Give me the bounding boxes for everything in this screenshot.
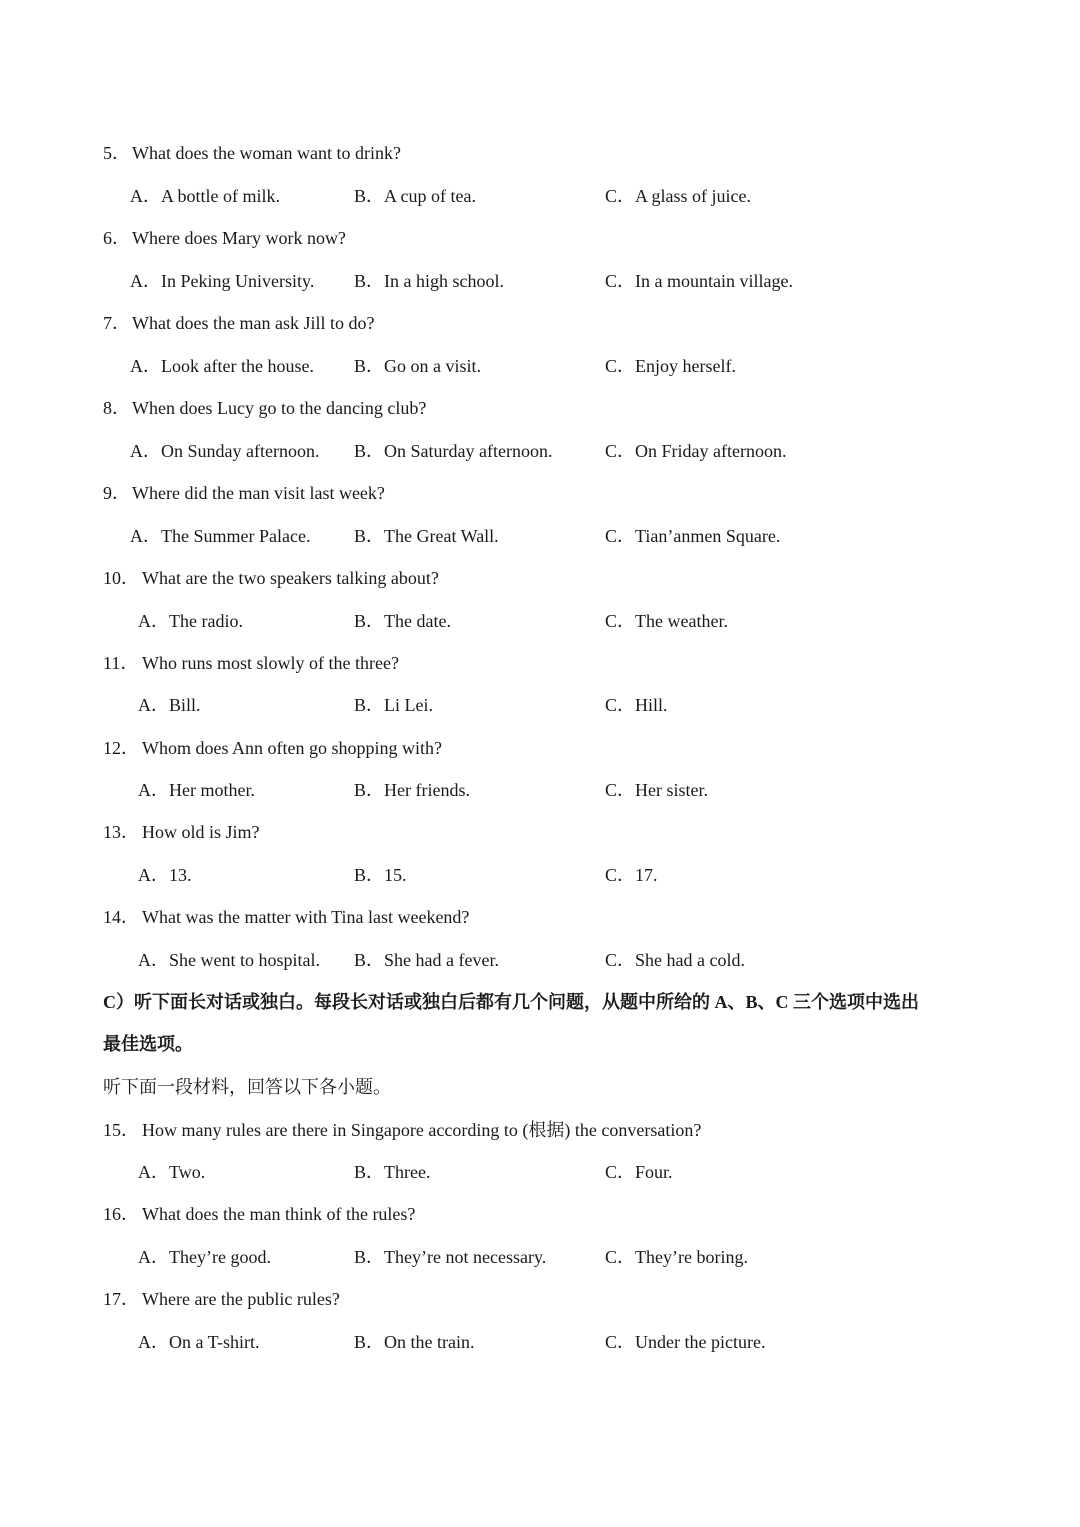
option-text: Hill. [635,695,668,715]
option-letter: C． [605,526,636,546]
option-a [138,1159,205,1185]
option-b [354,438,552,464]
option-b [354,692,433,718]
option-a [138,1244,271,1270]
option-letter: C． [605,271,636,291]
option-text: Two. [169,1162,206,1182]
option-text: Enjoy herself. [635,356,736,376]
option-c [605,1159,673,1185]
option-text: The Summer Palace. [161,526,311,546]
section-c-heading-line2: 最佳选项。 [103,1034,193,1054]
question-text: Where are the public rules? [142,1289,340,1309]
question-text: Who runs most slowly of the three? [142,653,399,673]
options-row [0,353,1080,379]
option-letter: A． [130,356,161,376]
question-row [0,1117,1080,1143]
option-c [605,862,658,888]
question-number: 5． [103,143,130,163]
option-a [138,692,201,718]
option-c [605,692,668,718]
option-b [354,862,407,888]
options-row [0,1244,1080,1270]
option-a [130,268,314,294]
option-letter: A． [138,1332,169,1352]
option-c [605,947,745,973]
options-row [0,1159,1080,1185]
question-row [0,565,1080,591]
option-text: On a T-shirt. [169,1332,260,1352]
option-letter: C． [605,356,636,376]
option-c [605,1329,765,1355]
question-row [0,480,1080,506]
question-number: 9． [103,483,130,503]
option-a [138,862,192,888]
question-number: 11． [103,653,139,673]
option-letter: B． [354,611,385,631]
option-text: Her friends. [384,780,470,800]
section-c-heading-cont [0,1031,1080,1057]
option-letter: A． [130,441,161,461]
option-letter: B． [354,356,385,376]
section-c-heading-line1: C）听下面长对话或独白。每段长对话或独白后都有几个问题，从题中所给的 A、B、C 三个选项中选出 [103,992,919,1012]
question-row [0,735,1080,761]
option-letter: C． [605,950,636,970]
option-a [130,183,280,209]
option-b [354,608,451,634]
option-letter: B． [354,695,385,715]
option-letter: B． [354,1162,385,1182]
option-text: She went to hospital. [169,950,320,970]
options-row [0,438,1080,464]
question-number: 17． [103,1289,139,1309]
option-c [605,1244,748,1270]
option-text: Look after the house. [161,356,314,376]
option-c [605,268,793,294]
question-text: Whom does Ann often go shopping with? [142,738,442,758]
option-text: The weather. [635,611,728,631]
options-row [0,862,1080,888]
option-text: A cup of tea. [384,186,476,206]
option-letter: A． [138,1162,169,1182]
option-a [138,608,243,634]
question-text: What does the man think of the rules? [142,1204,416,1224]
option-c [605,438,786,464]
option-b [354,1244,546,1270]
option-letter: A． [138,865,169,885]
question-number: 10． [103,568,139,588]
question-text: When does Lucy go to the dancing club? [132,398,427,418]
options-row [0,1329,1080,1355]
option-a [130,438,319,464]
option-b [354,183,476,209]
option-b [354,353,481,379]
question-text: Where did the man visit last week? [132,483,385,503]
option-letter: B． [354,1247,385,1267]
option-letter: A． [130,271,161,291]
option-text: The radio. [169,611,243,631]
option-letter: A． [130,526,161,546]
question-number: 7． [103,313,130,333]
option-text: They’re good. [169,1247,271,1267]
option-letter: A． [138,780,169,800]
options-row [0,268,1080,294]
question-row [0,395,1080,421]
option-text: Four. [635,1162,673,1182]
question-text: What does the woman want to drink? [132,143,401,163]
section-c-intro [0,1074,1080,1100]
question-row [0,140,1080,166]
option-a [130,353,314,379]
option-a [138,947,320,973]
option-b [354,268,504,294]
option-letter: C． [605,1162,636,1182]
option-letter: A． [138,1247,169,1267]
question-row [0,225,1080,251]
question-number: 14． [103,907,139,927]
option-text: The Great Wall. [384,526,499,546]
option-text: Three. [384,1162,431,1182]
option-letter: B． [354,1332,385,1352]
option-b [354,1329,475,1355]
option-text: 15. [384,865,407,885]
option-b [354,777,470,803]
option-b [354,947,499,973]
option-text: A bottle of milk. [161,186,280,206]
question-row [0,904,1080,930]
option-text: On Sunday afternoon. [161,441,320,461]
question-row [0,819,1080,845]
question-number: 16． [103,1204,139,1224]
option-letter: C． [605,780,636,800]
option-c [605,183,751,209]
question-number: 12． [103,738,139,758]
question-text: How old is Jim? [142,822,260,842]
option-text: In a mountain village. [635,271,793,291]
option-text: The date. [384,611,451,631]
option-letter: B． [354,780,385,800]
option-letter: C． [605,1332,636,1352]
option-text: In a high school. [384,271,504,291]
option-text: Her mother. [169,780,255,800]
option-letter: A． [138,695,169,715]
option-text: Li Lei. [384,695,433,715]
option-c [605,608,728,634]
option-letter: B． [354,186,385,206]
options-row [0,523,1080,549]
option-letter: B． [354,441,385,461]
option-text: Tian’anmen Square. [635,526,781,546]
option-c [605,777,708,803]
option-letter: C． [605,695,636,715]
option-text: On Friday afternoon. [635,441,787,461]
question-text: Where does Mary work now? [132,228,346,248]
options-row [0,777,1080,803]
question-text: What does the man ask Jill to do? [132,313,375,333]
option-b [354,1159,430,1185]
question-number: 6． [103,228,130,248]
option-text: 17. [635,865,658,885]
option-letter: B． [354,271,385,291]
option-text: Under the picture. [635,1332,766,1352]
option-letter: B． [354,526,385,546]
option-letter: C． [605,865,636,885]
option-letter: C． [605,441,636,461]
option-text: She had a cold. [635,950,745,970]
option-text: Go on a visit. [384,356,482,376]
option-text: They’re boring. [635,1247,748,1267]
option-letter: A． [130,186,161,206]
question-row [0,650,1080,676]
option-letter: A． [138,611,169,631]
option-letter: B． [354,950,385,970]
options-row [0,692,1080,718]
options-row [0,608,1080,634]
option-text: Bill. [169,695,201,715]
question-number: 13． [103,822,139,842]
option-text: In Peking University. [161,271,315,291]
option-text: They’re not necessary. [384,1247,547,1267]
section-c-intro-text: 听下面一段材料，回答以下各小题。 [103,1077,391,1097]
option-text: A glass of juice. [635,186,751,206]
option-letter: C． [605,611,636,631]
option-a [130,523,310,549]
option-text: Her sister. [635,780,708,800]
section-c-heading [0,989,1080,1015]
option-text: 13. [169,865,192,885]
option-text: On Saturday afternoon. [384,441,553,461]
question-row [0,1286,1080,1312]
option-a [138,1329,260,1355]
options-row [0,947,1080,973]
option-letter: A． [138,950,169,970]
option-b [354,523,499,549]
question-row [0,310,1080,336]
question-row [0,1201,1080,1227]
question-text: What was the matter with Tina last weekend? [142,907,470,927]
option-letter: B． [354,865,385,885]
option-c [605,353,736,379]
options-row [0,183,1080,209]
question-text: What are the two speakers talking about? [142,568,439,588]
option-text: On the train. [384,1332,475,1352]
option-c [605,523,780,549]
option-a [138,777,255,803]
option-letter: C． [605,1247,636,1267]
question-number: 8． [103,398,130,418]
option-letter: C． [605,186,636,206]
question-number: 15． [103,1120,139,1140]
question-text: How many rules are there in Singapore according to (根据) the conversation? [142,1120,702,1140]
option-text: She had a fever. [384,950,499,970]
